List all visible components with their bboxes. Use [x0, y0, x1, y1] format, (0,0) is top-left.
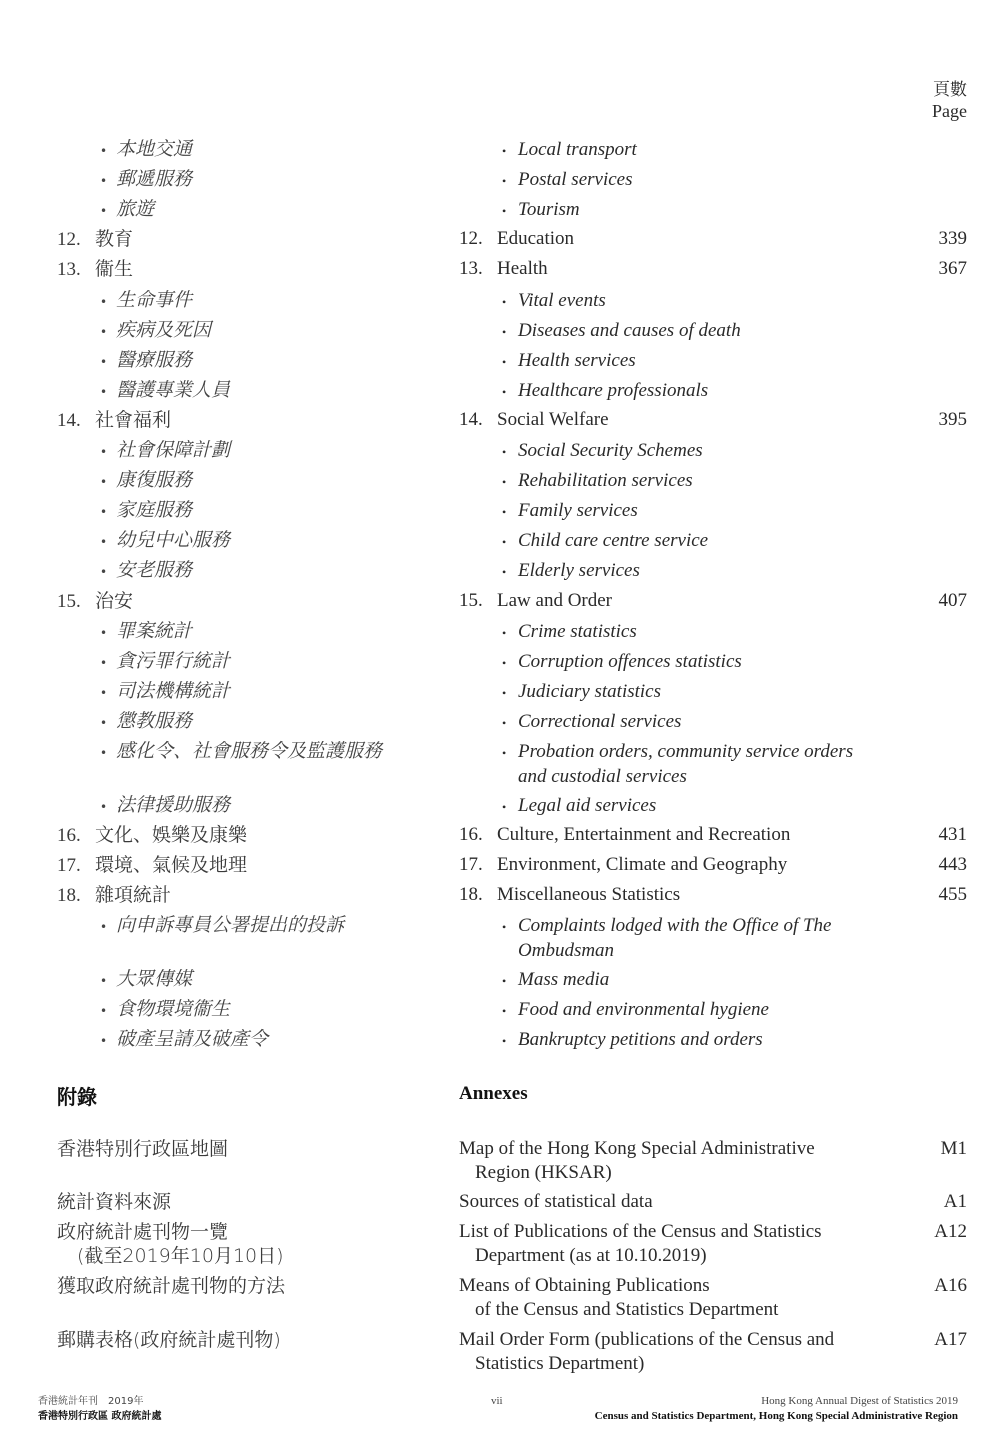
bullet-icon: • — [502, 385, 507, 399]
bullet-icon: • — [502, 746, 507, 760]
chapter-number-en: 13. — [459, 258, 483, 279]
toc-label-en: Correctional services — [518, 711, 682, 732]
toc-subitem-zh — [100, 379, 230, 403]
toc-subitem-zh — [100, 168, 192, 192]
bullet-icon: • — [502, 535, 507, 549]
annex-item-zh — [57, 1220, 284, 1268]
toc-label-zh: 大眾傳媒 — [116, 968, 193, 990]
bullet-icon: • — [100, 505, 108, 519]
bullet-icon: • — [100, 204, 108, 218]
toc-label-en: Miscellaneous Statistics — [497, 884, 681, 905]
toc-label-en: Local transport — [518, 139, 637, 160]
toc-subitem-zh — [100, 349, 192, 373]
footer-left — [38, 1394, 161, 1424]
toc-subitem-zh — [100, 650, 230, 674]
toc-label-en: Health services — [518, 350, 636, 371]
bullet-icon: • — [502, 1034, 507, 1048]
bullet-icon: • — [502, 565, 507, 579]
toc-label-zh: 罪案統計 — [116, 620, 193, 642]
toc-label-en: Social Welfare — [497, 409, 609, 430]
bullet-icon: • — [502, 475, 507, 489]
toc-label-en: Corruption offences statistics — [518, 651, 742, 672]
toc-chapter-zh — [57, 854, 247, 877]
toc-label-en: Vital events — [518, 290, 606, 311]
toc-label-zh: 感化令、社會服務令及監護服務 — [116, 740, 383, 762]
toc-label-en: Legal aid services — [518, 795, 657, 816]
toc-label-en: Bankruptcy petitions and orders — [518, 1029, 763, 1050]
annex-label-zh: 統計資料來源 — [57, 1191, 172, 1213]
toc-subitem-en[interactable] — [502, 1028, 763, 1053]
toc-label-en: Family services — [518, 500, 638, 521]
toc-subitem-en[interactable] — [502, 529, 708, 554]
toc-subitem-zh — [100, 998, 230, 1022]
toc-label-en: Environment, Climate and Geography — [497, 854, 788, 875]
bullet-icon: • — [100, 800, 108, 814]
toc-label-zh: 懲教服務 — [116, 710, 193, 732]
toc-label-zh: 法律援助服務 — [116, 794, 231, 816]
footer-page-number: vii — [491, 1395, 503, 1407]
footer-right — [595, 1394, 958, 1424]
toc-label-zh: 旅遊 — [116, 198, 155, 220]
annex-page-number[interactable]: A16 — [934, 1275, 967, 1296]
annex-label-en-continued: Statistics Department) — [475, 1353, 645, 1374]
toc-subitem-zh — [100, 559, 192, 583]
bullet-icon: • — [100, 1004, 108, 1018]
toc-label-en: Diseases and causes of death — [518, 320, 741, 341]
toc-page-number[interactable]: 395 — [938, 409, 967, 430]
toc-subitem-zh — [100, 198, 154, 222]
bullet-icon: • — [502, 716, 507, 730]
chapter-number-en: 18. — [459, 884, 483, 905]
bullet-icon: • — [502, 325, 507, 339]
toc-subitem-en[interactable] — [502, 198, 580, 223]
toc-label-zh: 文化、娛樂及康樂 — [95, 824, 248, 846]
chapter-number-zh: 13. — [57, 259, 81, 280]
toc-subitem-en[interactable] — [502, 168, 633, 193]
toc-chapter-zh — [57, 824, 247, 847]
annex-page-number[interactable]: M1 — [940, 1138, 967, 1159]
chapter-number-zh: 16. — [57, 825, 81, 846]
bullet-icon: • — [100, 565, 108, 579]
annex-label-zh: 政府統計處刊物一覽 — [57, 1221, 229, 1243]
annex-label-en-continued: of the Census and Statistics Department — [475, 1299, 779, 1320]
toc-label-zh: 食物環境衞生 — [116, 998, 231, 1020]
toc-label-zh: 社會福利 — [95, 409, 172, 431]
bullet-icon: • — [502, 686, 507, 700]
toc-label-zh: 雜項統計 — [95, 884, 172, 906]
toc-label-zh: 司法機構統計 — [116, 680, 231, 702]
bullet-icon: • — [100, 144, 108, 158]
chapter-number-en: 12. — [459, 228, 483, 249]
toc-label-zh: 向申訴專員公署提出的投訴 — [116, 914, 345, 936]
bullet-icon: • — [100, 920, 108, 934]
bullet-icon: • — [100, 746, 108, 760]
annex-label-en: Sources of statistical data — [459, 1191, 653, 1212]
toc-subitem-zh — [100, 529, 230, 553]
footer-publication-en: Hong Kong Annual Digest of Statistics 2019 — [761, 1395, 958, 1407]
toc-subitem-en[interactable] — [502, 620, 637, 645]
toc-label-zh: 生命事件 — [116, 289, 193, 311]
toc-subitem-zh — [100, 469, 192, 493]
toc-label-en: Health — [497, 258, 548, 279]
bullet-icon: • — [502, 295, 507, 309]
toc-subitem-zh — [100, 710, 192, 734]
bullet-icon: • — [502, 626, 507, 640]
annex-label-en-continued: Department (as at 10.10.2019) — [475, 1245, 707, 1266]
toc-label-zh: 衞生 — [95, 258, 134, 280]
toc-label-zh: 康復服務 — [116, 469, 193, 491]
bullet-icon: • — [502, 144, 507, 158]
annex-page-number[interactable]: A17 — [934, 1329, 967, 1350]
toc-label-zh: 醫療服務 — [116, 349, 193, 371]
toc-label-en: Crime statistics — [518, 621, 637, 642]
toc-chapter-zh — [57, 884, 171, 907]
annex-item-en[interactable] — [459, 1274, 778, 1322]
toc-subitem-zh — [100, 680, 230, 704]
annex-label-en: Map of the Hong Kong Special Administrative — [459, 1138, 815, 1159]
bullet-icon: • — [502, 445, 507, 459]
annex-label-zh: 香港特別行政區地圖 — [57, 1138, 229, 1160]
bullet-icon: • — [502, 1004, 507, 1018]
bullet-icon: • — [502, 355, 507, 369]
chapter-number-en: 14. — [459, 409, 483, 430]
toc-label-zh: 醫護專業人員 — [116, 379, 231, 401]
annex-item-en[interactable] — [459, 1220, 822, 1268]
annex-item-zh — [57, 1190, 171, 1214]
toc-subitem-zh — [100, 289, 192, 313]
toc-label-en-continued: Ombudsman — [518, 940, 615, 961]
bullet-icon: • — [100, 325, 108, 339]
annex-item-zh — [57, 1274, 285, 1298]
toc-page-number[interactable]: 443 — [938, 854, 967, 875]
toc-label-en: Law and Order — [497, 590, 613, 611]
bullet-icon: • — [502, 920, 507, 934]
toc-label-zh: 社會保障計劃 — [116, 439, 231, 461]
annex-item-zh — [57, 1328, 281, 1352]
bullet-icon: • — [502, 974, 507, 988]
annex-label-en: List of Publications of the Census and Statistics — [459, 1221, 822, 1242]
toc-label-en: Elderly services — [518, 560, 640, 581]
toc-page-number[interactable]: 407 — [938, 590, 967, 611]
toc-subitem-zh — [100, 968, 192, 992]
toc-label-en: Child care centre service — [518, 530, 709, 551]
toc-label-en: Mass media — [518, 969, 610, 990]
toc-subitem-zh — [100, 439, 230, 463]
chapter-number-zh: 15. — [57, 591, 81, 612]
toc-label-zh: 本地交通 — [116, 138, 193, 160]
toc-label-zh: 貪污罪行統計 — [116, 650, 231, 672]
toc-subitem-en[interactable] — [502, 349, 636, 374]
toc-label-zh: 幼兒中心服務 — [116, 529, 231, 551]
annex-page-number[interactable]: A12 — [934, 1221, 967, 1242]
toc-page-number[interactable]: 431 — [938, 824, 967, 845]
toc-label-en: Judiciary statistics — [518, 681, 662, 702]
bullet-icon: • — [502, 505, 507, 519]
toc-chapter-en[interactable] — [459, 884, 680, 906]
toc-page-number[interactable]: 455 — [938, 884, 967, 905]
bullet-icon: • — [100, 355, 108, 369]
bullet-icon: • — [100, 626, 108, 640]
toc-subitem-en[interactable] — [502, 559, 640, 584]
toc-subitem-en[interactable] — [502, 319, 741, 344]
toc-subitem-zh — [100, 319, 211, 343]
toc-label-en: Complaints lodged with the Office of The — [518, 915, 832, 936]
toc-label-zh: 疾病及死因 — [116, 319, 212, 341]
toc-subitem-zh — [100, 138, 192, 162]
bullet-icon: • — [100, 716, 108, 730]
bullet-icon: • — [100, 1034, 108, 1048]
annex-item-en[interactable] — [459, 1137, 815, 1185]
annex-label-zh: 郵購表格(政府統計處刊物) — [57, 1329, 281, 1351]
toc-subitem-en[interactable] — [502, 439, 703, 464]
toc-chapter-en[interactable] — [459, 590, 612, 612]
page-label-en: Page — [932, 101, 967, 121]
chapter-number-zh: 17. — [57, 855, 81, 876]
toc-label-zh: 家庭服務 — [116, 499, 193, 521]
annex-label-en: Means of Obtaining Publications — [459, 1275, 710, 1296]
toc-label-zh: 教育 — [95, 228, 134, 250]
bullet-icon: • — [502, 656, 507, 670]
annex-item-en[interactable] — [459, 1328, 834, 1376]
toc-subitem-en[interactable] — [502, 710, 681, 735]
bullet-icon: • — [502, 174, 507, 188]
annexes-heading-en: Annexes — [459, 1083, 528, 1104]
toc-subitem-zh — [100, 914, 344, 938]
toc-label-en: Education — [497, 228, 575, 249]
toc-label-en: Tourism — [518, 199, 580, 220]
toc-chapter-en[interactable] — [459, 409, 609, 431]
toc-label-en: Postal services — [518, 169, 633, 190]
toc-label-en-continued: and custodial services — [518, 766, 687, 787]
bullet-icon: • — [502, 800, 507, 814]
toc-label-zh: 破產呈請及破產令 — [116, 1028, 269, 1050]
toc-page-number[interactable]: 339 — [938, 228, 967, 249]
annex-page-number[interactable]: A1 — [943, 1191, 967, 1212]
chapter-number-en: 16. — [459, 824, 483, 845]
annex-label-en: Mail Order Form (publications of the Census and — [459, 1329, 835, 1350]
toc-subitem-en[interactable] — [502, 740, 853, 788]
annex-item-en[interactable] — [459, 1190, 653, 1214]
bullet-icon: • — [100, 656, 108, 670]
bullet-icon: • — [100, 385, 108, 399]
annex-label-zh-continued: (截至2019年10月10日) — [77, 1245, 284, 1267]
toc-chapter-en[interactable] — [459, 228, 574, 250]
annex-label-en-continued: Region (HKSAR) — [475, 1162, 612, 1183]
toc-page-number[interactable]: 367 — [938, 258, 967, 279]
toc-label-en: Probation orders, community service orders — [518, 741, 854, 762]
toc-chapter-en[interactable] — [459, 258, 548, 280]
annexes-heading-zh: 附錄 — [57, 1085, 97, 1109]
page-label-zh: 頁數 — [933, 80, 967, 100]
bullet-icon: • — [100, 974, 108, 988]
toc-chapter-zh — [57, 409, 171, 432]
footer-department-zh: 香港特別行政區 政府統計處 — [38, 1411, 162, 1422]
footer-department-en: Census and Statistics Department, Hong Kong Special Administrative Region — [594, 1410, 958, 1422]
toc-subitem-en[interactable] — [502, 289, 606, 314]
toc-subitem-zh — [100, 740, 382, 764]
toc-label-zh: 郵遞服務 — [116, 168, 193, 190]
toc-subitem-zh — [100, 499, 192, 523]
toc-subitem-en[interactable] — [502, 650, 742, 675]
toc-subitem-en[interactable] — [502, 968, 609, 993]
toc-subitem-en[interactable] — [502, 998, 769, 1023]
toc-label-en: Social Security Schemes — [518, 440, 703, 461]
bullet-icon: • — [100, 295, 108, 309]
toc-label-en: Food and environmental hygiene — [518, 999, 769, 1020]
toc-label-zh: 環境、氣候及地理 — [95, 854, 248, 876]
toc-subitem-zh — [100, 1028, 268, 1052]
toc-subitem-en[interactable] — [502, 680, 661, 705]
toc-chapter-en[interactable] — [459, 824, 790, 846]
toc-chapter-en[interactable] — [459, 854, 787, 876]
toc-label-en: Culture, Entertainment and Recreation — [497, 824, 791, 845]
bullet-icon: • — [100, 445, 108, 459]
toc-subitem-zh — [100, 620, 192, 644]
toc-label-zh: 治安 — [95, 590, 134, 612]
bullet-icon: • — [502, 204, 507, 218]
toc-label-en: Healthcare professionals — [518, 380, 709, 401]
toc-label-en: Rehabilitation services — [518, 470, 693, 491]
toc-subitem-en[interactable] — [502, 379, 708, 404]
chapter-number-zh: 18. — [57, 885, 81, 906]
annex-label-zh: 獲取政府統計處刊物的方法 — [57, 1275, 286, 1297]
chapter-number-en: 17. — [459, 854, 483, 875]
chapter-number-zh: 12. — [57, 229, 81, 250]
toc-subitem-zh — [100, 794, 230, 818]
bullet-icon: • — [100, 535, 108, 549]
toc-label-zh: 安老服務 — [116, 559, 193, 581]
toc-subitem-en[interactable] — [502, 469, 693, 494]
toc-chapter-zh — [57, 228, 133, 251]
toc-subitem-en[interactable] — [502, 914, 831, 962]
toc-chapter-zh — [57, 590, 133, 613]
bullet-icon: • — [100, 174, 108, 188]
chapter-number-en: 15. — [459, 590, 483, 611]
toc-chapter-zh — [57, 258, 133, 281]
toc-subitem-en[interactable] — [502, 499, 638, 524]
annex-item-zh — [57, 1137, 228, 1161]
bullet-icon: • — [100, 475, 108, 489]
chapter-number-zh: 14. — [57, 410, 81, 431]
toc-subitem-en[interactable] — [502, 794, 656, 819]
page-column-header — [932, 80, 967, 122]
footer-publication-zh: 香港統計年刊 2019年 — [38, 1396, 144, 1407]
toc-subitem-en[interactable] — [502, 138, 637, 163]
bullet-icon: • — [100, 686, 108, 700]
